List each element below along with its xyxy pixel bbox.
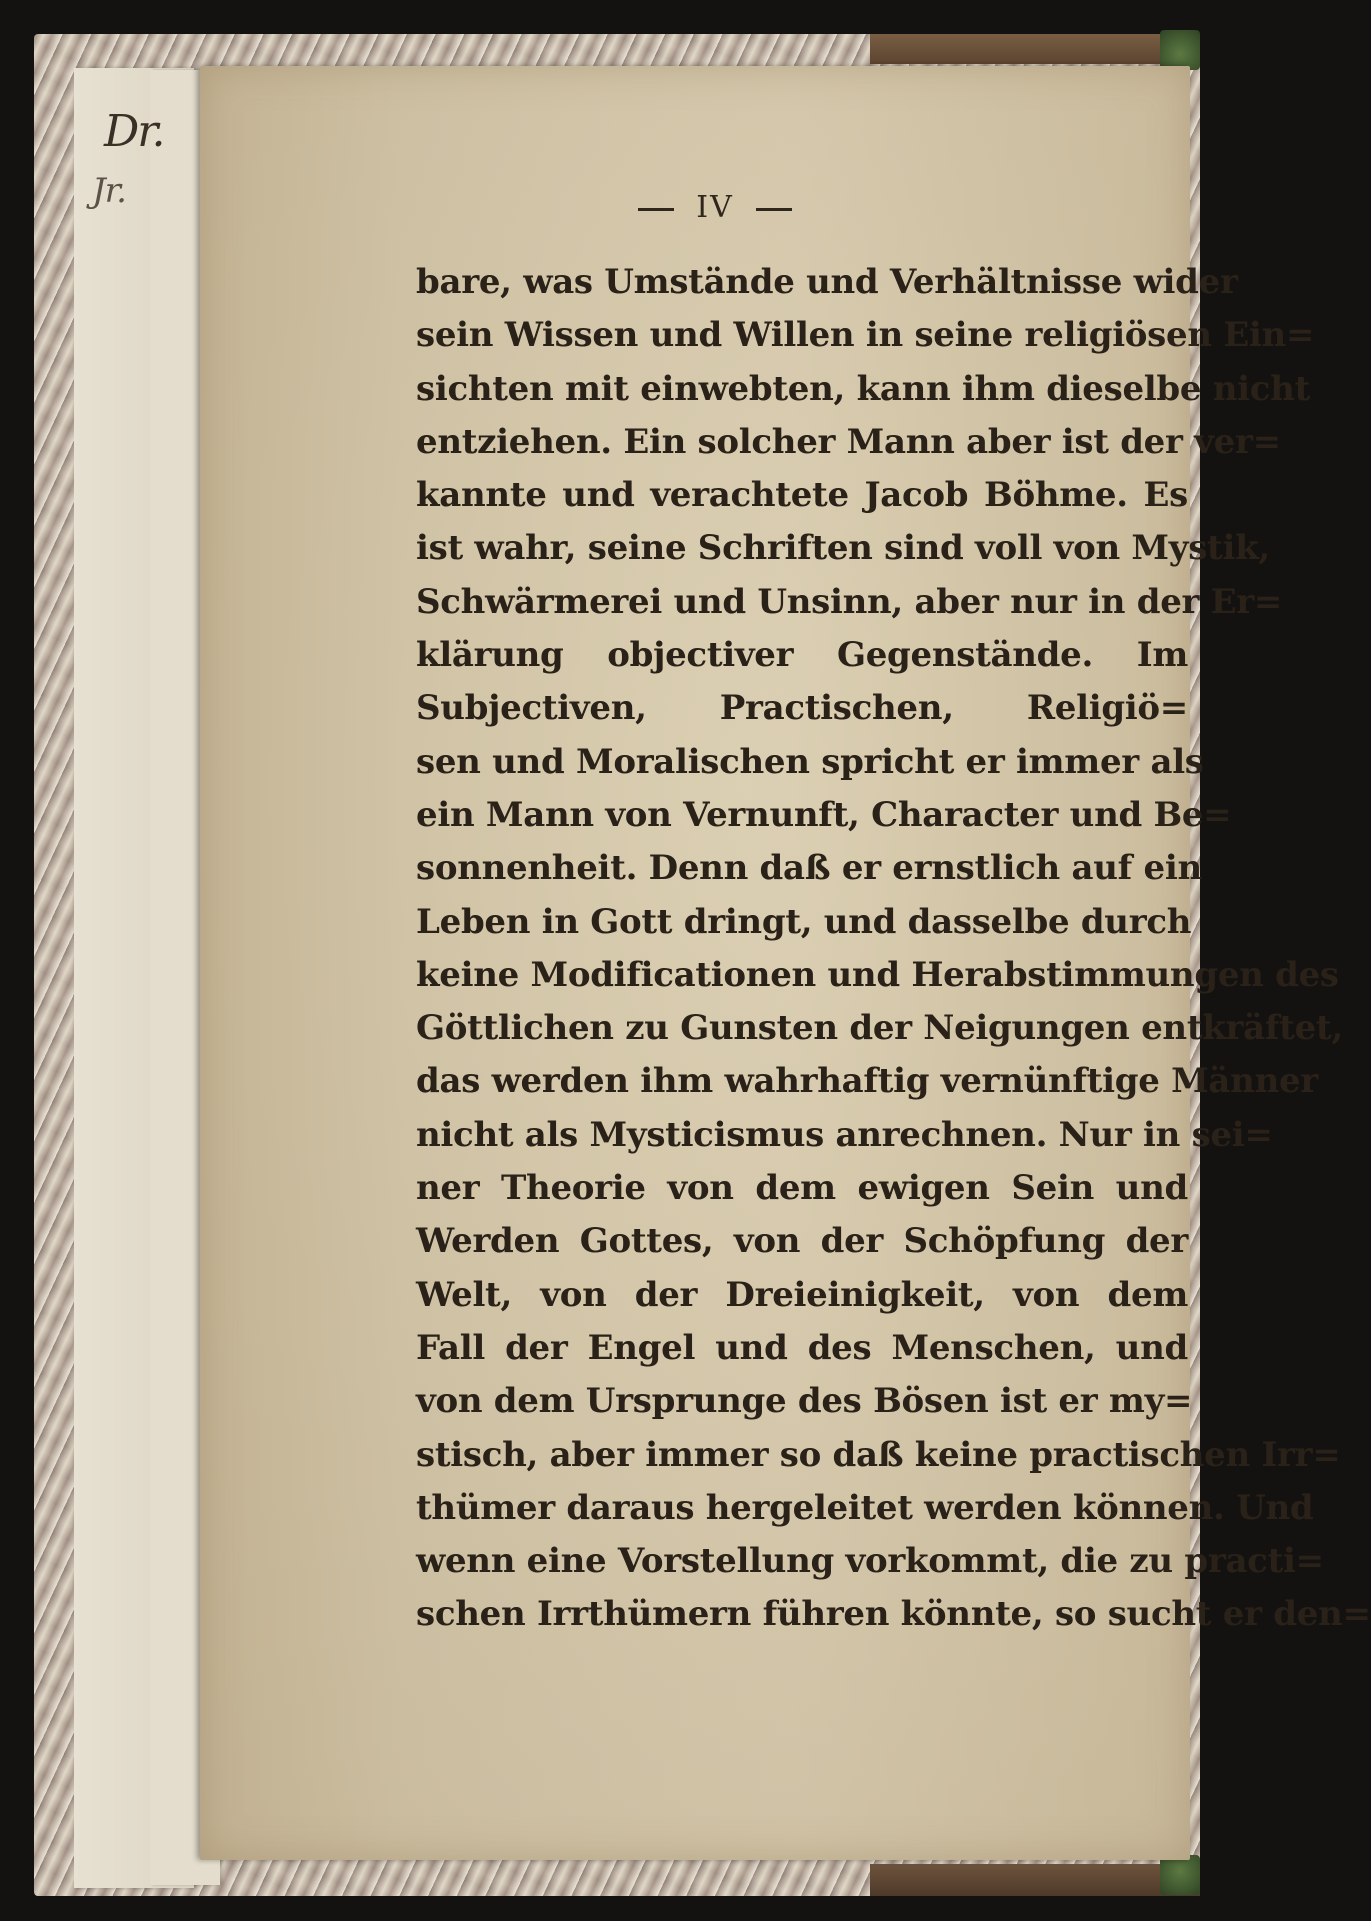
text-line: bare, was Umstände und Verhältnisse wider bbox=[416, 262, 1238, 302]
handwritten-note-line: Dr. bbox=[104, 106, 164, 157]
text-line: Welt, von der Dreieinigkeit, von dem bbox=[416, 1274, 1188, 1315]
text-line: sichten mit einwebten, kann ihm dieselbe nicht bbox=[416, 368, 1311, 409]
text-line: Leben in Gott dringt, und dasselbe durch bbox=[416, 901, 1192, 942]
text-line: klärung objectiver Gegenstände. Im bbox=[416, 635, 1188, 676]
text-line: keine Modificationen und Herabstimmungen des bbox=[416, 954, 1339, 995]
text-line: Schwärmerei und Unsinn, aber nur in der Er= bbox=[416, 581, 1283, 622]
text-line: ner Theorie von dem ewigen Sein und bbox=[416, 1168, 1188, 1209]
text-line: schen Irrthümern führen könnte, so sucht er den= bbox=[416, 1594, 1371, 1635]
text-line: stisch, aber immer so daß keine practischen Irr= bbox=[416, 1434, 1341, 1475]
text-line: sen und Moralischen spricht er immer als bbox=[416, 741, 1204, 782]
text-line: ist wahr, seine Schriften sind voll von Mystik, bbox=[416, 528, 1270, 569]
leather-spine-bottom bbox=[870, 1864, 1200, 1896]
green-ribbon-bottom bbox=[1160, 1855, 1200, 1895]
text-line: Werden Gottes, von der Schöpfung der bbox=[416, 1221, 1188, 1262]
text-line: Subjectiven, Practischen, Religiö= bbox=[416, 688, 1188, 729]
text-line: sonnenheit. Denn daß er ernstlich auf ein bbox=[416, 848, 1202, 889]
text-line: Fall der Engel und des Menschen, und bbox=[416, 1327, 1188, 1368]
text-line: das werden ihm wahrhaftig vernünftige Männer bbox=[416, 1061, 1318, 1102]
text-line: nicht als Mysticismus anrechnen. Nur in sei= bbox=[416, 1114, 1273, 1155]
green-ribbon-top bbox=[1160, 30, 1200, 70]
leather-spine-top bbox=[870, 34, 1200, 64]
text-line: von dem Ursprunge des Bösen ist er my= bbox=[416, 1381, 1193, 1422]
text-line: kannte und verachtete Jacob Böhme. Es bbox=[416, 475, 1188, 516]
text-line: Göttlichen zu Gunsten der Neigungen entkräftet, bbox=[416, 1008, 1343, 1049]
text-line: thümer daraus hergeleitet werden können. Und bbox=[416, 1487, 1314, 1528]
text-line: ein Mann von Vernunft, Character und Be= bbox=[416, 794, 1232, 835]
page-header bbox=[0, 190, 1200, 225]
handwritten-note-line: Jr. bbox=[92, 171, 126, 211]
text-line: sein Wissen und Willen in seine religiösen Ein= bbox=[416, 315, 1315, 356]
text-line: entziehen. Ein solcher Mann aber ist der ver= bbox=[416, 421, 1281, 462]
text-line: wenn eine Vorstellung vorkommt, die zu practi= bbox=[416, 1541, 1324, 1582]
page-number: IV bbox=[616, 190, 814, 225]
body-text bbox=[416, 256, 1371, 1642]
